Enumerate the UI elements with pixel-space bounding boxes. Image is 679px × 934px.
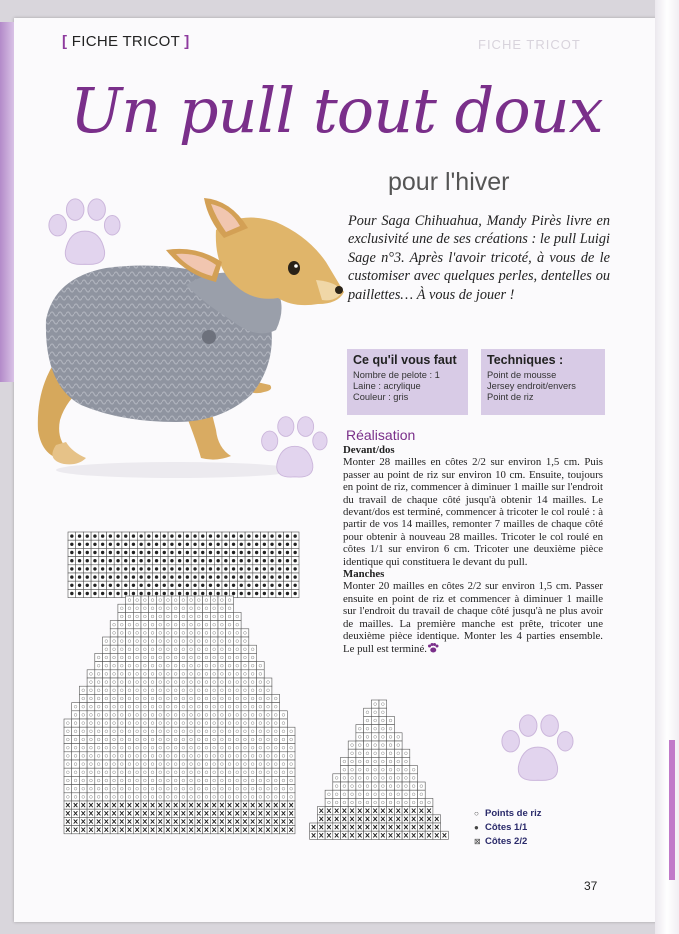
page-subtitle: pour l'hiver [388, 168, 510, 196]
materials-item: Couleur : gris [353, 392, 409, 402]
page-title: Un pull tout doux [70, 74, 603, 147]
left-page-edge [0, 22, 14, 382]
right-edge-stripe [669, 740, 675, 880]
subheading-devant-dos: Devant/dos [343, 444, 395, 456]
materials-heading: Ce qu'il vous faut [353, 353, 457, 367]
instructions-manches-text: Monter 20 mailles en côtes 2/2 sur environ 1,5 cm. Passer ensuite en point de riz et commencer à diminuer 1 maille sur l'endroit du travail de chaque côté jusqu'à ne plus avoir de mailles. La première manche est prête, tricoter une deuxième pièce identique. Monter les 4 parties ensemble. Le pull est terminé. [343, 580, 603, 655]
materials-item: Laine : acrylique [353, 381, 421, 391]
techniques-item: Point de mousse [487, 370, 557, 380]
legend-item [474, 834, 541, 848]
tag-label: FICHE TRICOT [71, 33, 180, 50]
paw-print-icon [256, 414, 330, 484]
intro-paragraph: Pour Saga Chihuahua, Mandy Pirès livre en exclusivité une de ses créations : le pull Luigi Sage n°3. Après l'avoir tricoté, à vous de le customiser avec quelques perles, dentelles ou paillettes… À vous de jouer ! [348, 213, 610, 303]
paw-print-icon [496, 712, 576, 788]
legend-symbol: ⊠ [474, 836, 481, 846]
paw-print-icon [44, 196, 122, 272]
page-gutter [655, 0, 679, 934]
chart-legend [474, 806, 541, 848]
legend-symbol: ○ [474, 808, 479, 818]
materials-item: Nombre de pelote : 1 [353, 370, 440, 380]
legend-item [474, 820, 541, 834]
page-number: 37 [584, 879, 598, 893]
materials-box [347, 349, 468, 415]
legend-label: Côtes 1/1 [485, 821, 528, 833]
subheading-manches: Manches [343, 568, 385, 581]
techniques-heading: Techniques : [487, 353, 564, 367]
techniques-box [481, 349, 605, 415]
techniques-item: Point de riz [487, 392, 534, 402]
paw-print-icon [427, 643, 439, 653]
legend-item [474, 806, 541, 820]
show-through-text: FICHE TRICOT [478, 37, 581, 52]
techniques-item: Jersey endroit/envers [487, 381, 576, 391]
realisation-body [343, 444, 603, 655]
tag-bracket-open: [ [62, 33, 68, 50]
legend-label: Points de riz [485, 807, 542, 819]
tag-bracket-close: ] [184, 33, 190, 50]
instructions-manches [343, 580, 603, 654]
legend-symbol: ● [474, 822, 479, 832]
instructions-devant-dos: Monter 28 mailles en côtes 2/2 sur environ 1,5 cm. Puis passer au point de riz sur environ 10 cm. Ensuite, toujours en point de riz, commencer à diminuer 1 maille sur l'endroit du travail de chaque côté jusqu'à obtenir 14 mailles. Le devant/dos est terminé, commencer à tricoter le col roulé : à partir de vos 14 mailles, remonter 7 mailles de chaque côté pour obtenir à nouveau 28 mailles. Tricoter le col roulé en côtes 1/1 sur environ 6 cm. Tricoter une deuxième pièce identique qui constituera le devant du pull. [343, 456, 603, 568]
section-tag [62, 33, 190, 50]
realisation-heading: Réalisation [346, 427, 416, 443]
legend-label: Côtes 2/2 [485, 835, 528, 847]
